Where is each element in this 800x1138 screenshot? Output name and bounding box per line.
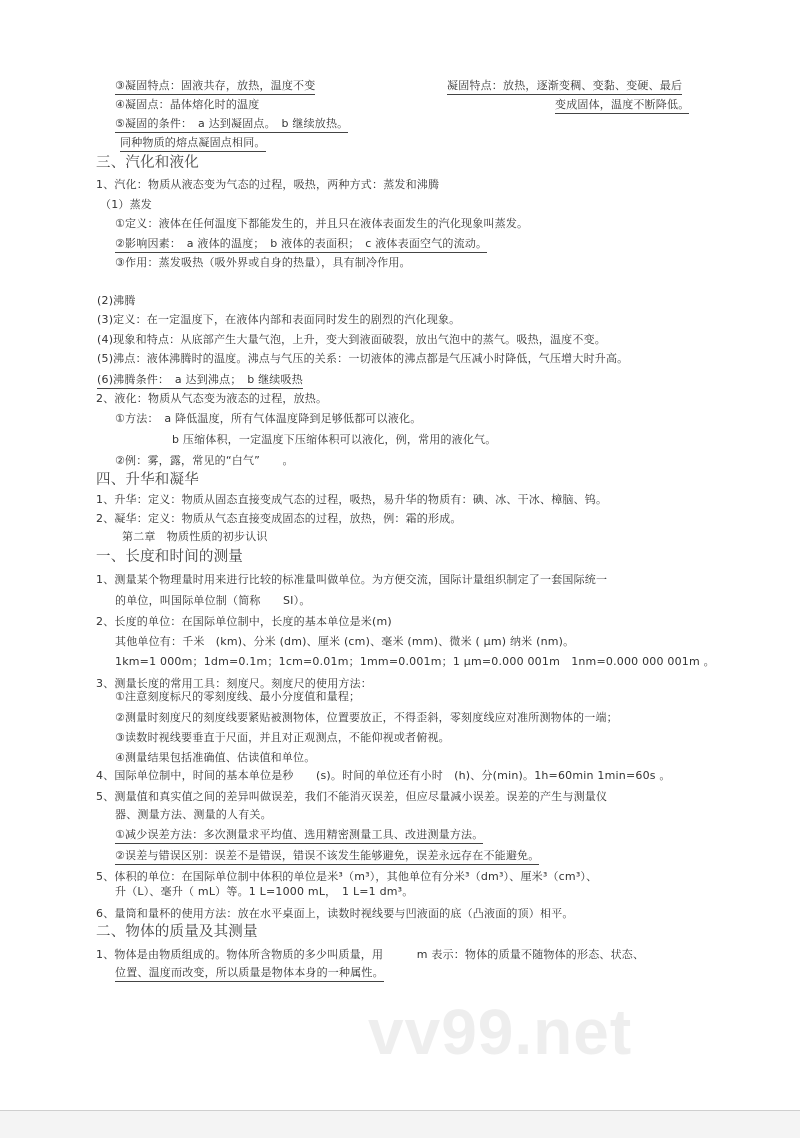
text-line: 2、长度的单位：在国际单位制中，长度的基本单位是米(m) bbox=[96, 615, 392, 628]
text-line: ⑤凝固的条件： a 达到凝固点。 b 继续放热。 bbox=[115, 117, 348, 133]
page-footer-divider bbox=[0, 1110, 800, 1138]
text-line: （1）蒸发 bbox=[100, 198, 152, 211]
text-line: 同种物质的熔点凝固点相同。 bbox=[120, 136, 266, 152]
section-heading: 一、长度和时间的测量 bbox=[96, 549, 243, 565]
text-line: 其他单位有：千米 (km)、分米 (dm)、厘米 (cm)、毫米 (mm)、微米 ( μm) 纳米 (nm)。 bbox=[115, 635, 575, 648]
text-line: 2、液化：物质从气态变为液态的过程，放热。 bbox=[96, 392, 328, 405]
text-line: ②误差与错误区别：误差不是错误，错误不该发生能够避免，误差永远存在不能避免。 bbox=[115, 849, 539, 865]
text-line: 5、测量值和真实值之间的差异叫做误差，我们不能消灭误差，但应尽量减小误差。误差的产生与测量仪 bbox=[96, 790, 608, 803]
text-line: 1km=1 000m；1dm=0.1m；1cm=0.01m；1mm=0.001m；1 μm=0.000 001m 1nm=0.000 000 001m 。 bbox=[115, 655, 715, 668]
section-heading: 二、物体的质量及其测量 bbox=[96, 924, 258, 940]
text-line: 的单位，叫国际单位制（简称 SI）。 bbox=[115, 594, 311, 607]
text-line: 1、物体是由物质组成的。物体所含物质的多少叫质量，用 m 表示：物体的质量不随物体的形态、状态、 bbox=[96, 948, 645, 961]
text-line: ②影响因素： a 液体的温度； b 液体的表面积； c 液体表面空气的流动。 bbox=[115, 237, 487, 253]
text-line: 变成固体，温度不断降低。 bbox=[555, 98, 689, 114]
text-line: 6、量筒和量杯的使用方法：放在水平桌面上，读数时视线要与凹液面的底（凸液面的顶）相平。 bbox=[96, 907, 574, 920]
text-line: ①注意刻度标尺的零刻度线、最小分度值和量程； bbox=[115, 690, 361, 703]
text-line: ①减少误差方法：多次测量求平均值、选用精密测量工具、改进测量方法。 bbox=[115, 828, 483, 844]
text-line: 4、国际单位制中，时间的基本单位是秒 (s)。时间的单位还有小时 (h)、分(min)。1h=60min 1min=60s 。 bbox=[96, 769, 671, 782]
chapter-title: 第二章 物质性质的初步认识 bbox=[122, 530, 268, 543]
text-line: ②测量时刻度尺的刻度线要紧贴被测物体，位置要放正，不得歪斜，零刻度线应对准所测物体的一端； bbox=[115, 711, 618, 724]
text-line: (4)现象和特点：从底部产生大量气泡，上升，变大到液面破裂，放出气泡中的蒸气。吸热，温度不变。 bbox=[97, 333, 606, 346]
text-line: ①方法： a 降低温度，所有气体温度降到足够低都可以液化。 bbox=[115, 412, 422, 425]
text-line: 1、升华：定义：物质从固态直接变成气态的过程，吸热，易升华的物质有：碘、冰、干冰、樟脑、钨。 bbox=[96, 493, 608, 506]
text-line: 3、测量长度的常用工具：刻度尺。刻度尺的使用方法： bbox=[96, 677, 372, 690]
text-line: 1、测量某个物理量时用来进行比较的标准量叫做单位。为方便交流，国际计量组织制定了一套国际统一 bbox=[96, 573, 608, 586]
watermark: vv99.net bbox=[368, 996, 633, 1068]
text-line: ④测量结果包括准确值、估读值和单位。 bbox=[115, 751, 316, 764]
text-line: 升（L）、毫升（ mL）等。1 L=1000 mL， 1 L=1 dm³。 bbox=[115, 885, 414, 898]
text-line: (3)定义：在一定温度下，在液体内部和表面同时发生的剧烈的汽化现象。 bbox=[97, 313, 461, 326]
text-line: ③作用：蒸发吸热（吸外界或自身的热量），具有制冷作用。 bbox=[115, 256, 411, 269]
text-line: (5)沸点：液体沸腾时的温度。沸点与气压的关系：一切液体的沸点都是气压减小时降低，气压增大时升高。 bbox=[97, 352, 629, 365]
text-line: b 压缩体积，一定温度下压缩体积可以液化，例，常用的液化气。 bbox=[172, 433, 497, 446]
text-line: 1、汽化：物质从液态变为气态的过程，吸热，两种方式：蒸发和沸腾 bbox=[96, 178, 440, 191]
text-line: ③读数时视线要垂直于尺面，并且对正观测点，不能仰视或者俯视。 bbox=[115, 731, 450, 744]
section-heading: 三、汽化和液化 bbox=[96, 155, 199, 171]
text-line: ①定义：液体在任何温度下都能发生的，并且只在液体表面发生的汽化现象叫蒸发。 bbox=[115, 217, 529, 230]
text-line: ②例：雾，露，常见的“白气” 。 bbox=[115, 454, 294, 467]
text-line: 位置、温度而改变，所以质量是物体本身的一种属性。 bbox=[115, 966, 384, 982]
text-line: (2)沸腾 bbox=[97, 294, 136, 307]
text-line: ④凝固点：晶体熔化时的温度 bbox=[115, 98, 260, 111]
text-line: 5、体积的单位：在国际单位制中体积的单位是米³（m³），其他单位有分米³（dm³）、厘米³（cm³）、 bbox=[96, 870, 598, 883]
text-line: 凝固特点：放热，逐渐变稠、变黏、变硬、最后 bbox=[447, 79, 682, 95]
text-line: 2、凝华：定义：物质从气态直接变成固态的过程，放热，例：霜的形成。 bbox=[96, 512, 462, 525]
section-heading: 四、升华和凝华 bbox=[96, 472, 199, 488]
text-line: (6)沸腾条件： a 达到沸点； b 继续吸热 bbox=[97, 373, 303, 389]
text-line: ③凝固特点：固液共存，放热，温度不变 bbox=[115, 79, 315, 95]
text-line: 器、测量方法、测量的人有关。 bbox=[115, 808, 272, 821]
